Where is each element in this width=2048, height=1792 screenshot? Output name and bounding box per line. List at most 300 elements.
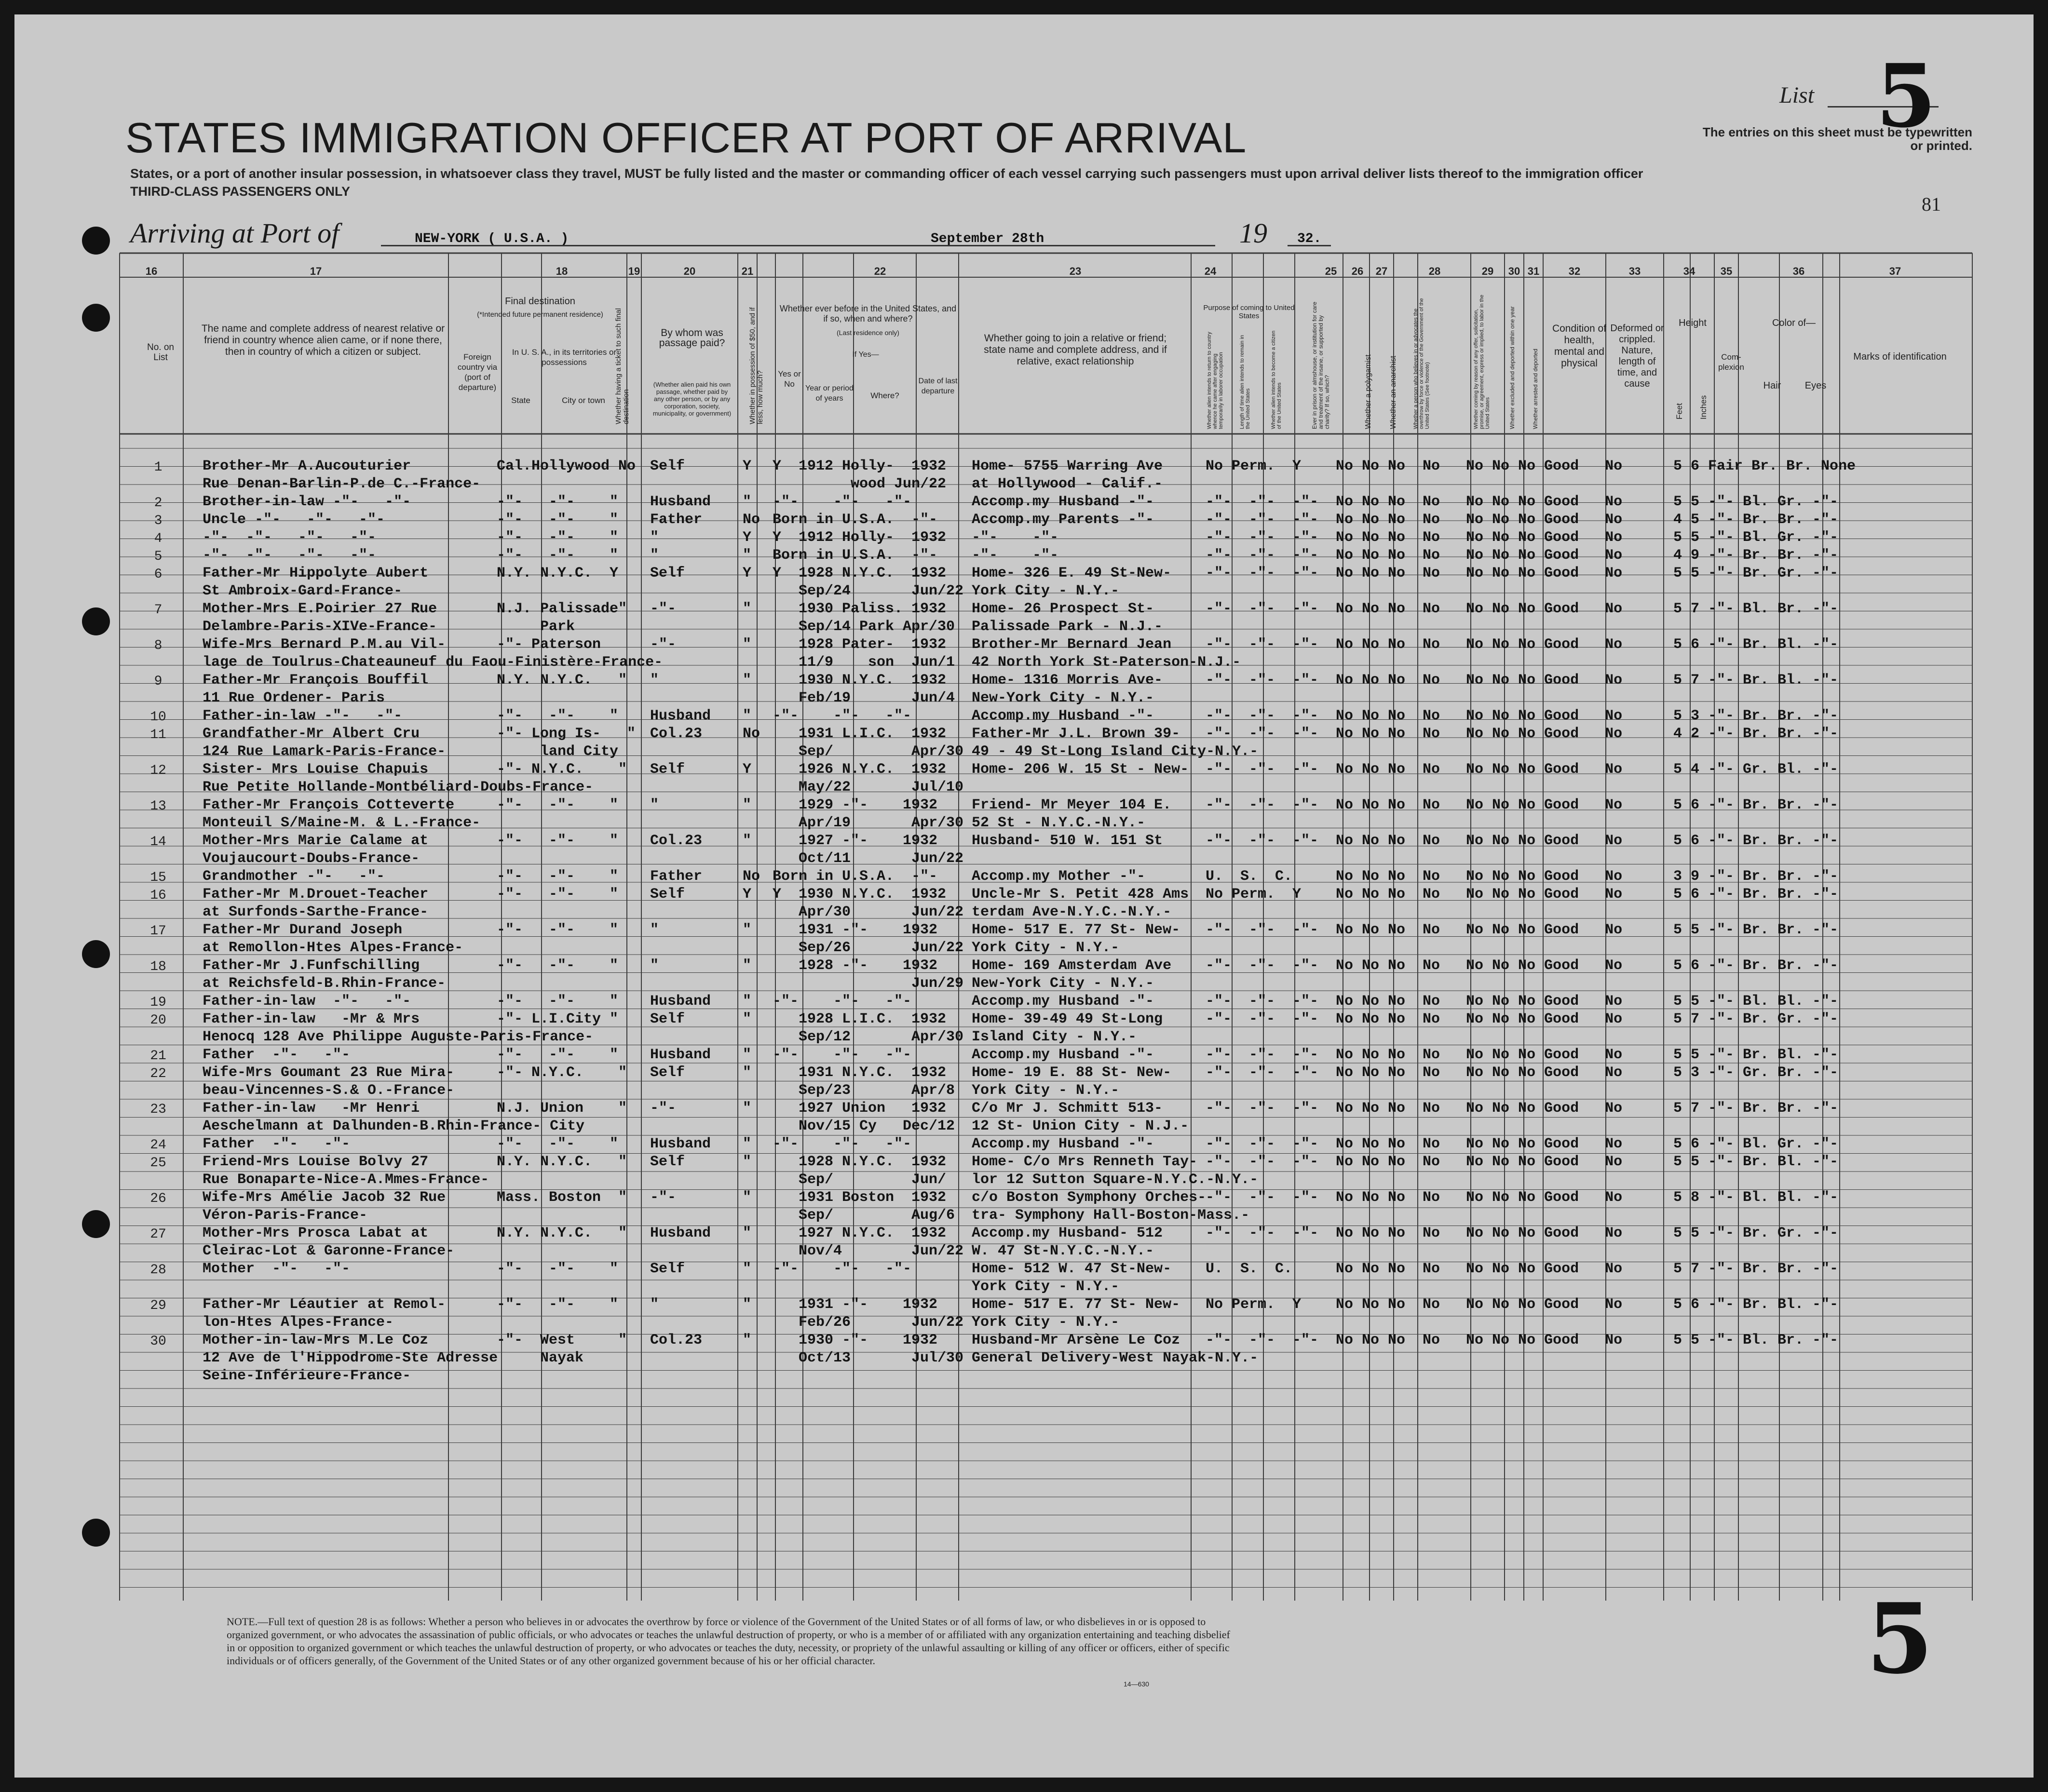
joining-cell: General Delivery-West Nayak-N.Y.- bbox=[972, 1350, 1259, 1366]
column-number: 27 bbox=[1375, 265, 1388, 277]
destination-cell: -"- -"- " bbox=[497, 529, 619, 546]
questions-cell: No No No No No No No Good No bbox=[1336, 512, 1623, 528]
possession-cell: " bbox=[743, 601, 752, 617]
description-cell: 4 5 -"- Br. Br. -"- bbox=[1673, 512, 1839, 528]
destination-cell: -"- -"- " bbox=[497, 708, 619, 724]
joining-cell: Palissade Park - N.J.- bbox=[972, 619, 1163, 635]
prior-visit-cell: 11/9 son Jun/1 bbox=[773, 654, 955, 671]
passage-cell: Col.23 bbox=[650, 1332, 703, 1348]
destination-cell: Mass. Boston " bbox=[497, 1189, 627, 1206]
questions-cell: No No No No No No No Good No bbox=[1336, 1011, 1623, 1027]
destination-cell: -"- -"- " bbox=[497, 494, 619, 510]
questions-cell: No No No No No No No Good No bbox=[1336, 761, 1623, 778]
destination-cell: N.Y. N.Y.C. Y bbox=[497, 565, 619, 581]
passage-cell: Self bbox=[650, 1154, 685, 1170]
row-number: 6 bbox=[154, 567, 163, 582]
prior-visit-cell: 1931 -"- 1932 bbox=[773, 922, 938, 938]
destination-cell: -"- -"- " bbox=[497, 512, 619, 528]
header-deformed: Deformed or crippled. Nature, length of time, and cause bbox=[1610, 323, 1664, 389]
prior-visit-cell: 1930 -"- 1932 bbox=[773, 1332, 938, 1348]
questions-cell: No No No No No No No Good No bbox=[1336, 922, 1623, 938]
relative-cell: Mother-Mrs E.Poirier 27 Rue bbox=[203, 601, 437, 617]
joining-cell: Home- 19 E. 88 St- New- bbox=[972, 1064, 1172, 1081]
relative-cell: Rue Bonaparte-Nice-A.Mmes-France- bbox=[203, 1172, 489, 1188]
passage-cell: Husband bbox=[650, 1225, 711, 1241]
header-relative: The name and complete address of nearest relative or friend in country whence alien came, or if none there, then in country of which a citizen or subject. bbox=[201, 323, 445, 357]
joining-cell: Brother-Mr Bernard Jean bbox=[972, 636, 1172, 653]
joining-cell: York City - N.Y.- bbox=[972, 1082, 1120, 1099]
prior-visit-cell: Feb/26 Jun/22 bbox=[773, 1314, 964, 1331]
joining-cell: Home- 517 E. 77 St- New- bbox=[972, 922, 1180, 938]
prior-visit-cell: Sep/14 Park Apr/30 bbox=[773, 619, 955, 635]
row-number: 11 bbox=[150, 728, 166, 742]
destination-cell: Nayak bbox=[497, 1350, 584, 1366]
questions-cell: No No No No No No No Good No bbox=[1336, 1225, 1623, 1241]
purpose-cell: -"- -"- -"- bbox=[1206, 1047, 1319, 1063]
relative-cell: Father-Mr Léautier at Remol- bbox=[203, 1296, 446, 1313]
relative-cell: 11 Rue Ordener- Paris bbox=[203, 690, 385, 706]
passage-cell: Self bbox=[650, 761, 685, 778]
destination-cell: -"- -"- " bbox=[497, 886, 619, 903]
page-title: STATES IMMIGRATION OFFICER AT PORT OF ARRIVAL bbox=[125, 114, 1247, 162]
relative-cell: Wife-Mrs Amélie Jacob 32 Rue bbox=[203, 1189, 446, 1206]
relative-cell: Father-in-law -Mr & Mrs bbox=[203, 1011, 420, 1027]
joining-cell: C/o Mr J. Schmitt 513- bbox=[972, 1100, 1163, 1117]
destination-cell: -"- -"- " bbox=[497, 868, 619, 885]
prior-visit-cell: Feb/19 Jun/4 bbox=[773, 690, 955, 706]
joining-cell: Accomp.my Parents -"- bbox=[972, 512, 1154, 528]
joining-cell: -"- -"- bbox=[972, 529, 1059, 546]
header-complexion: Com-plexion bbox=[1718, 352, 1744, 372]
prior-visit-cell: 1926 N.Y.C. 1932 bbox=[773, 761, 947, 778]
relative-cell: Father -"- -"- bbox=[203, 1136, 351, 1152]
row-number: 4 bbox=[154, 531, 163, 546]
purpose-cell: -"- -"- -"- bbox=[1206, 672, 1319, 688]
prior-visit-cell: Y 1928 N.Y.C. 1932 bbox=[773, 565, 947, 581]
relative-cell: lage de Toulrus-Chateauneuf du Faou-Finistère-France- bbox=[203, 654, 663, 671]
joining-cell: Home- 39-49 49 St-Long bbox=[972, 1011, 1163, 1027]
relative-cell: 12 Ave de l'Hippodrome-Ste Adresse bbox=[203, 1350, 498, 1366]
prior-visit-cell: 1928 Pater- 1932 bbox=[773, 636, 947, 653]
possession-cell: No bbox=[743, 726, 760, 742]
purpose-cell: -"- -"- -"- bbox=[1206, 636, 1319, 653]
purpose-cell: No Perm. Y bbox=[1206, 886, 1302, 903]
purpose-cell: -"- -"- -"- bbox=[1206, 529, 1319, 546]
row-number: 13 bbox=[150, 799, 166, 814]
questions-cell: No No No No No No No Good No bbox=[1336, 957, 1623, 974]
header-q31: Whether arrested and deported bbox=[1532, 349, 1539, 429]
possession-cell: " bbox=[743, 1154, 752, 1170]
questions-cell: No No No No No No No Good No bbox=[1336, 1154, 1623, 1170]
header-join-relative: Whether going to join a relative or friend; state name and complete address, and if relative, exact relationship bbox=[984, 333, 1167, 367]
column-number: 35 bbox=[1720, 265, 1733, 277]
purpose-cell: U. S. C. bbox=[1206, 1261, 1293, 1277]
relative-cell: Mother -"- -"- bbox=[203, 1261, 351, 1277]
header-year-period: Year or period of years bbox=[805, 384, 854, 403]
header-height: Height bbox=[1679, 318, 1707, 328]
column-number: 32 bbox=[1568, 265, 1581, 277]
purpose-cell: -"- -"- -"- bbox=[1206, 922, 1319, 938]
joining-cell: Island City - N.Y.- bbox=[972, 1029, 1137, 1045]
description-cell: 5 6 -"- Br. Br. -"- bbox=[1673, 886, 1839, 903]
stamp-number: 5 bbox=[1866, 1582, 1934, 1696]
destination-cell: -"- Long Is- " bbox=[497, 726, 636, 742]
joining-cell: New-York City - N.Y.- bbox=[972, 975, 1154, 992]
column-number: 19 bbox=[628, 265, 640, 277]
relative-cell: Seine-Inférieure-France- bbox=[203, 1368, 411, 1384]
possession-cell: " bbox=[743, 1100, 752, 1117]
destination-cell: N.Y. N.Y.C. " bbox=[497, 672, 627, 688]
column-number: 30 bbox=[1508, 265, 1520, 277]
purpose-cell: -"- -"- -"- bbox=[1206, 993, 1319, 1010]
row-number: 19 bbox=[150, 995, 166, 1010]
column-number: 17 bbox=[310, 265, 322, 277]
passage-cell: Self bbox=[650, 565, 685, 581]
column-number: 28 bbox=[1428, 265, 1441, 277]
description-cell: 5 7 -"- Br. Gr. -"- bbox=[1673, 1011, 1839, 1027]
joining-cell: Friend- Mr Meyer 104 E. bbox=[972, 797, 1172, 813]
destination-cell: -"- -"- " bbox=[497, 922, 619, 938]
header-q29: Whether coming by reason of any offer, solicitation, promise, or agreement, express or implied, to labor in the United States bbox=[1473, 295, 1491, 429]
questions-cell: No No No No No No No Good No bbox=[1336, 494, 1623, 510]
prior-visit-cell: Nov/4 Jun/22 bbox=[773, 1243, 964, 1259]
questions-cell: No No No No No No No Good No bbox=[1336, 708, 1623, 724]
purpose-cell: -"- -"- -"- bbox=[1206, 565, 1319, 581]
possession-cell: " bbox=[743, 1064, 752, 1081]
joining-cell: 12 St- Union City - N.J.- bbox=[972, 1118, 1189, 1134]
header-where: Where? bbox=[870, 391, 899, 400]
questions-cell: No No No No No No No Good No bbox=[1336, 726, 1623, 742]
row-number: 23 bbox=[150, 1102, 166, 1117]
description-cell: 5 6 -"- Br. Bl. -"- bbox=[1673, 636, 1839, 653]
joining-cell: York City - N.Y.- bbox=[972, 583, 1120, 599]
description-cell: 5 5 -"- Br. Bl. -"- bbox=[1673, 1154, 1839, 1170]
header-ticket: Whether having a ticket to such final destination bbox=[614, 308, 630, 424]
description-cell: 5 5 -"- Bl. Bl. -"- bbox=[1673, 993, 1839, 1010]
passage-cell: Husband bbox=[650, 1136, 711, 1152]
row-number: 16 bbox=[150, 888, 166, 903]
possession-cell: " bbox=[743, 1261, 752, 1277]
questions-cell: No No No No No No No Good No bbox=[1336, 797, 1623, 813]
column-number: 16 bbox=[145, 265, 158, 277]
prior-visit-cell: -"- -"- -"- bbox=[773, 1136, 912, 1152]
header-eyes: Eyes bbox=[1804, 380, 1827, 391]
column-number: 24 bbox=[1204, 265, 1217, 277]
possession-cell: " bbox=[743, 993, 752, 1010]
questions-cell: No No No No No No No Good No bbox=[1336, 1189, 1623, 1206]
prior-visit-cell: -"- -"- -"- bbox=[773, 993, 912, 1010]
possession-cell: " bbox=[743, 672, 752, 688]
row-number: 14 bbox=[150, 835, 166, 849]
column-number: 22 bbox=[874, 265, 886, 277]
questions-cell: No No No No No No No Good No bbox=[1336, 1261, 1623, 1277]
possession-cell: " bbox=[743, 1189, 752, 1206]
description-cell: 5 3 -"- Br. Br. -"- bbox=[1673, 708, 1839, 724]
prior-visit-cell: -"- -"- -"- bbox=[773, 494, 912, 510]
prior-visit-cell: Sep/23 Apr/8 bbox=[773, 1082, 955, 1099]
description-cell: 5 5 -"- Br. Gr. -"- bbox=[1673, 565, 1839, 581]
possession-cell: " bbox=[743, 1296, 752, 1313]
row-number: 28 bbox=[150, 1263, 166, 1278]
arrival-port: NEW-YORK ( U.S.A. ) bbox=[415, 231, 569, 246]
questions-cell: No No No No No No No Good No bbox=[1336, 636, 1623, 653]
possession-cell: Y bbox=[743, 458, 752, 474]
prior-visit-cell: Y 1912 Holly- 1932 bbox=[773, 529, 947, 546]
purpose-cell: -"- -"- -"- bbox=[1206, 1100, 1319, 1117]
destination-cell: -"- -"- " bbox=[497, 797, 619, 813]
passage-cell: " bbox=[650, 672, 659, 688]
destination-cell: N.J. Palissade" bbox=[497, 601, 627, 617]
possession-cell: " bbox=[743, 636, 752, 653]
relative-cell: Father-Mr Hippolyte Aubert bbox=[203, 565, 429, 581]
list-number: 5 bbox=[1876, 45, 1937, 147]
destination-cell: Park bbox=[497, 619, 575, 635]
prior-visit-cell: -"- -"- -"- bbox=[773, 708, 912, 724]
header-polygamist: Whether a polygamist bbox=[1364, 354, 1372, 429]
description-cell: 3 9 -"- Br. Br. -"- bbox=[1673, 868, 1839, 885]
joining-cell: York City - N.Y.- bbox=[972, 1314, 1120, 1331]
prior-visit-cell: Sep/12 Apr/30 bbox=[773, 1029, 964, 1045]
row-number: 30 bbox=[150, 1334, 166, 1349]
possession-cell: " bbox=[743, 708, 752, 724]
joining-cell: Accomp.my Husband -"- bbox=[972, 1136, 1154, 1152]
joining-cell: Home- 517 E. 77 St- New- bbox=[972, 1296, 1180, 1313]
relative-cell: Father-Mr J.Funfschilling bbox=[203, 957, 420, 974]
joining-cell: Accomp.my Husband -"- bbox=[972, 993, 1154, 1010]
possession-cell: " bbox=[743, 1225, 752, 1241]
description-cell: 5 5 -"- Br. Bl. -"- bbox=[1673, 1047, 1839, 1063]
joining-cell: Home- 1316 Morris Ave- bbox=[972, 672, 1163, 688]
joining-cell: -"- -"- bbox=[972, 547, 1059, 564]
joining-cell: Accomp.my Mother -"- bbox=[972, 868, 1146, 885]
purpose-cell: -"- -"- -"- bbox=[1206, 1136, 1319, 1152]
purpose-cell: -"- -"- -"- bbox=[1206, 761, 1319, 778]
description-cell: 5 7 -"- Br. Br. -"- bbox=[1673, 1261, 1839, 1277]
prior-visit-cell: Sep/ Aug/6 bbox=[773, 1207, 955, 1224]
joining-cell: York City - N.Y.- bbox=[972, 1279, 1120, 1295]
relative-cell: Sister- Mrs Louise Chapuis bbox=[203, 761, 429, 778]
destination-cell: -"- -"- " bbox=[497, 993, 619, 1010]
column-number: 25 bbox=[1325, 265, 1337, 277]
destination-cell: -"- -"- " bbox=[497, 1261, 619, 1277]
header-no-on-list: No. on List bbox=[147, 342, 174, 363]
destination-cell: -"- Paterson bbox=[497, 636, 601, 653]
relative-cell: Henocq 128 Ave Philippe Auguste-Paris-France- bbox=[203, 1029, 594, 1045]
prior-visit-cell: 1931 N.Y.C. 1932 bbox=[773, 1064, 947, 1081]
prior-visit-cell: Jun/29 bbox=[773, 975, 964, 992]
relative-cell: Grandmother -"- -"- bbox=[203, 868, 385, 885]
prior-visit-cell: 1931 -"- 1932 bbox=[773, 1296, 938, 1313]
column-number: 26 bbox=[1351, 265, 1364, 277]
description-cell: 5 7 -"- Br. Br. -"- bbox=[1673, 1100, 1839, 1117]
passage-cell: Self bbox=[650, 886, 685, 903]
possession-cell: Y bbox=[743, 761, 752, 778]
relative-cell: Delambre-Paris-XIVe-France- bbox=[203, 619, 437, 635]
possession-cell: Y bbox=[743, 886, 752, 903]
passage-cell: Self bbox=[650, 1261, 685, 1277]
header-inches: Inches bbox=[1699, 395, 1708, 419]
header-hair: Hair bbox=[1763, 380, 1781, 391]
description-cell: 5 5 -"- Bl. Gr. -"- bbox=[1673, 529, 1839, 546]
prior-visit-cell: 1929 -"- 1932 bbox=[773, 797, 938, 813]
header-prison: Ever in prison or almshouse, or institution for care and treatment of the insane, or supported by charity? If so, which? bbox=[1311, 301, 1330, 429]
joining-cell: Home- 169 Amsterdam Ave bbox=[972, 957, 1172, 974]
questions-cell: No No No No No No No Good No bbox=[1336, 1296, 1623, 1313]
relative-cell: Monteuil S/Maine-M. & L.-France- bbox=[203, 815, 481, 831]
row-number: 18 bbox=[150, 959, 166, 974]
purpose-cell: -"- -"- -"- bbox=[1206, 797, 1319, 813]
description-cell: 5 5 -"- Br. Gr. -"- bbox=[1673, 1225, 1839, 1241]
purpose-cell: -"- -"- -"- bbox=[1206, 708, 1319, 724]
destination-cell: -"- West " bbox=[497, 1332, 627, 1348]
column-number: 33 bbox=[1628, 265, 1641, 277]
header-marks: Marks of identification bbox=[1853, 351, 1947, 362]
prior-visit-cell: -"- -"- -"- bbox=[773, 1261, 912, 1277]
description-cell: 5 5 -"- Br. Br. -"- bbox=[1673, 922, 1839, 938]
passage-cell: -"- bbox=[650, 1100, 677, 1117]
possession-cell: " bbox=[743, 797, 752, 813]
destination-cell: N.J. Union " bbox=[497, 1100, 627, 1117]
purpose-cell: -"- -"- -"- bbox=[1206, 547, 1319, 564]
header-passage-paid: By whom was passage paid? bbox=[659, 327, 725, 349]
prior-visit-cell: wood Jun/22 bbox=[773, 476, 947, 492]
purpose-cell: -"- -"- -"- bbox=[1206, 1011, 1319, 1027]
prior-visit-cell: -"- -"- -"- bbox=[773, 1047, 912, 1063]
header-final-destination-note: (*Intended future permanent residence) bbox=[477, 310, 603, 319]
description-cell: 5 6 Fair Br. Br. None bbox=[1673, 458, 1856, 474]
passage-cell: Husband bbox=[650, 708, 711, 724]
relative-cell: Father-in-law -Mr Henri bbox=[203, 1100, 420, 1117]
joining-cell: Accomp.my Husband -"- bbox=[972, 1047, 1154, 1063]
possession-cell: " bbox=[743, 922, 752, 938]
destination-cell: -"- -"- " bbox=[497, 1296, 619, 1313]
prior-visit-cell: Sep/ Apr/30 bbox=[773, 743, 964, 760]
passage-cell: Husband bbox=[650, 494, 711, 510]
column-number: 20 bbox=[683, 265, 696, 277]
prior-visit-cell: Sep/ Jun/ bbox=[773, 1172, 947, 1188]
questions-cell: No No No No No No No Good No bbox=[1336, 547, 1623, 564]
purpose-cell: -"- -"- -"- bbox=[1206, 833, 1319, 849]
prior-visit-cell: Oct/11 Jun/22 bbox=[773, 850, 964, 867]
prior-visit-cell: Born in U.S.A. -"- bbox=[773, 547, 938, 564]
destination-cell: -"- L.I.City " bbox=[497, 1011, 619, 1027]
relative-cell: Véron-Paris-France- bbox=[203, 1207, 368, 1224]
joining-cell: New-York City - N.Y.- bbox=[972, 690, 1154, 706]
prior-visit-cell: Nov/15 Cy Dec/12 bbox=[773, 1118, 955, 1134]
joining-cell: Home- 206 W. 15 St - New- bbox=[972, 761, 1189, 778]
row-number: 22 bbox=[150, 1066, 166, 1081]
header-last-residence: (Last residence only) bbox=[837, 329, 899, 337]
relative-cell: lon-Htes Alpes-France- bbox=[203, 1314, 394, 1331]
passage-cell: Father bbox=[650, 512, 703, 528]
column-number: 34 bbox=[1683, 265, 1695, 277]
passage-cell: -"- bbox=[650, 1189, 677, 1206]
prior-visit-cell: 1928 L.I.C. 1932 bbox=[773, 1011, 947, 1027]
header-foreign-country: Foreign country via (port of departure) bbox=[457, 352, 498, 392]
row-number: 1 bbox=[154, 460, 163, 475]
joining-cell: at Hollywood - Calif.- bbox=[972, 476, 1163, 492]
prior-visit-cell: Born in U.S.A. -"- bbox=[773, 512, 938, 528]
row-number: 3 bbox=[154, 513, 163, 528]
relative-cell: Rue Petite Hollande-Montbéliard-Doubs-France- bbox=[203, 779, 594, 795]
questions-cell: No No No No No No No Good No bbox=[1336, 672, 1623, 688]
year-suffix: 32. bbox=[1297, 231, 1322, 246]
destination-cell: -"- -"- " bbox=[497, 1136, 619, 1152]
header-before-us: Whether ever before in the United States, and if so, when and where? bbox=[779, 304, 957, 323]
destination-cell: -"- -"- " bbox=[497, 1047, 619, 1063]
joining-cell: Home- C/o Mrs Renneth Tay- bbox=[972, 1154, 1198, 1170]
questions-cell: No No No No No No No Good No bbox=[1336, 458, 1623, 474]
prior-visit-cell: 1928 N.Y.C. 1932 bbox=[773, 1154, 947, 1170]
prior-visit-cell: 1931 Boston 1932 bbox=[773, 1189, 947, 1206]
intro-text: States, or a port of another insular possession, in whatsoever class they travel, MUST be fully listed and the master or commanding officer of each vessel carrying such passengers must upon arrival deliver lists thereof to the immigration officer bbox=[130, 166, 1643, 181]
purpose-cell: -"- -"- -"- bbox=[1206, 1154, 1319, 1170]
passage-cell: " bbox=[650, 547, 659, 564]
description-cell: 5 7 -"- Br. Bl. -"- bbox=[1673, 672, 1839, 688]
relative-cell: Grandfather-Mr Albert Cru bbox=[203, 726, 420, 742]
class-line: THIRD-CLASS PASSENGERS ONLY bbox=[130, 184, 351, 199]
joining-cell: Husband-Mr Arsène Le Coz bbox=[972, 1332, 1180, 1348]
possession-cell: " bbox=[743, 1332, 752, 1348]
purpose-cell: No Perm. Y bbox=[1206, 458, 1302, 474]
column-number: 21 bbox=[741, 265, 754, 277]
questions-cell: No No No No No No No Good No bbox=[1336, 993, 1623, 1010]
relative-cell: at Remollon-Htes Alpes-France- bbox=[203, 940, 463, 956]
header-condition: Condition of health, mental and physical bbox=[1552, 323, 1607, 369]
possession-cell: " bbox=[743, 547, 752, 564]
header-state: State bbox=[511, 396, 530, 405]
purpose-cell: -"- -"- -"- bbox=[1206, 601, 1319, 617]
destination-cell: N.Y. N.Y.C. " bbox=[497, 1154, 627, 1170]
destination-cell: -"- N.Y.C. " bbox=[497, 1064, 627, 1081]
passage-cell: Husband bbox=[650, 1047, 711, 1063]
relative-cell: Cleirac-Lot & Garonne-France- bbox=[203, 1243, 455, 1259]
row-number: 29 bbox=[150, 1298, 166, 1313]
prior-visit-cell: 1927 -"- 1932 bbox=[773, 833, 938, 849]
prior-visit-cell: Sep/24 Jun/22 bbox=[773, 583, 964, 599]
relative-cell: Mother-Mrs Marie Calame at bbox=[203, 833, 429, 849]
prior-visit-cell: Apr/19 Apr/30 bbox=[773, 815, 964, 831]
relative-cell: Rue Denan-Barlin-P.de C.-France- bbox=[203, 476, 481, 492]
destination-cell: -"- N.Y.C. " bbox=[497, 761, 627, 778]
row-number: 5 bbox=[154, 549, 163, 564]
header-city: City or town bbox=[562, 396, 605, 405]
purpose-cell: -"- -"- -"- bbox=[1206, 1189, 1319, 1206]
purpose-cell: -"- -"- -"- bbox=[1206, 512, 1319, 528]
column-number: 23 bbox=[1069, 265, 1082, 277]
row-number: 8 bbox=[154, 638, 163, 653]
questions-cell: No No No No No No No Good No bbox=[1336, 565, 1623, 581]
passage-cell: " bbox=[650, 797, 659, 813]
joining-cell: lor 12 Sutton Square-N.Y.C.-N.Y.- bbox=[972, 1172, 1259, 1188]
header-anarchist: Whether an anarchist bbox=[1389, 355, 1397, 429]
destination-cell: -"- -"- " bbox=[497, 547, 619, 564]
questions-cell: No No No No No No No Good No bbox=[1336, 529, 1623, 546]
header-q28: Whether a person who believes in or advocates the overthrow by force or violence of the Government of the United States (See footnote) bbox=[1413, 298, 1430, 429]
row-number: 25 bbox=[150, 1156, 166, 1171]
relative-cell: Wife-Mrs Bernard P.M.au Vil- bbox=[203, 636, 446, 653]
prior-visit-cell: 1931 L.I.C. 1932 bbox=[773, 726, 947, 742]
description-cell: 5 3 -"- Gr. Br. -"- bbox=[1673, 1064, 1839, 1081]
prior-visit-cell: May/22 Jul/10 bbox=[773, 779, 964, 795]
column-number: 29 bbox=[1481, 265, 1494, 277]
row-number: 2 bbox=[154, 496, 163, 511]
header-passage-note: (Whether alien paid his own passage, whether paid by any other person, or by any corporation, society, municipality, or government) bbox=[652, 381, 732, 417]
relative-cell: at Surfonds-Sarthe-France- bbox=[203, 904, 429, 920]
relative-cell: Mother-Mrs Prosca Labat at bbox=[203, 1225, 429, 1241]
row-number: 9 bbox=[154, 674, 163, 689]
possession-cell: No bbox=[743, 512, 760, 528]
